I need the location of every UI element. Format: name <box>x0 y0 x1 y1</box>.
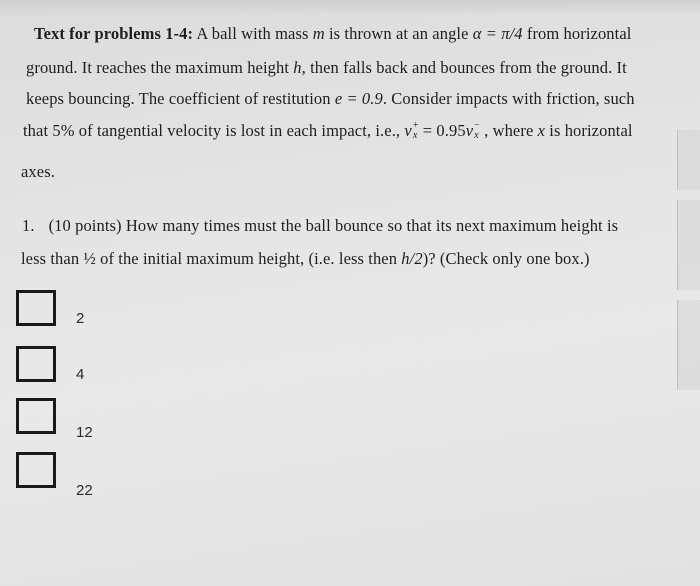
restitution-expression: e = 0.9 <box>334 89 383 108</box>
question-text: (10 points) How many times must the ball bounce so that its next maximum height is <box>48 216 619 235</box>
question-number: 1. <box>22 216 35 235</box>
intro-line-5: axes. <box>21 162 55 181</box>
intro-line-4: that 5% of tangential velocity is lost in each impact, i.e., v+ x = 0.95v− x , where x is horizontal <box>23 120 633 141</box>
checkbox[interactable] <box>16 346 56 382</box>
intro-line-1: Text for problems 1-4: A ball with mass m is thrown at an angle α = π/4 from horizontal <box>34 24 632 43</box>
checkbox[interactable] <box>16 290 56 326</box>
checkbox[interactable] <box>16 398 56 434</box>
question-line-2: less than ½ of the initial maximum height, (i.e. less then h/2)? (Check only one box.) <box>21 249 590 268</box>
velocity-after-indices: + x <box>412 120 419 141</box>
intro-line-3: keeps bouncing. The coefficient of restitution e = 0.9. Consider impacts with friction, such <box>26 89 635 108</box>
page-edge <box>677 130 700 190</box>
velocity-after-symbol: v <box>404 121 412 140</box>
option-label: 2 <box>76 310 85 327</box>
intro-line-2: ground. It reaches the maximum height h, then falls back and bounces from the ground. It <box>26 58 627 77</box>
half-height-expression: h/2 <box>401 249 423 268</box>
option-label: 22 <box>76 482 93 499</box>
option-label: 4 <box>76 366 85 383</box>
question-line-1 <box>22 216 618 236</box>
x-symbol: x <box>537 121 546 140</box>
page-shadow <box>0 0 700 16</box>
equation-middle: = 0.95 <box>418 121 466 140</box>
intro-heading: Text for problems 1-4: <box>34 24 194 43</box>
velocity-before-indices: − x <box>474 120 480 141</box>
page-edge <box>677 300 700 390</box>
checkbox[interactable] <box>16 452 56 488</box>
page-edge <box>677 200 700 290</box>
height-symbol: h <box>293 58 302 77</box>
velocity-before-symbol: v <box>465 121 474 140</box>
option-label: 12 <box>76 424 93 441</box>
angle-expression: α = π/4 <box>472 24 523 43</box>
mass-symbol: m <box>312 24 325 43</box>
